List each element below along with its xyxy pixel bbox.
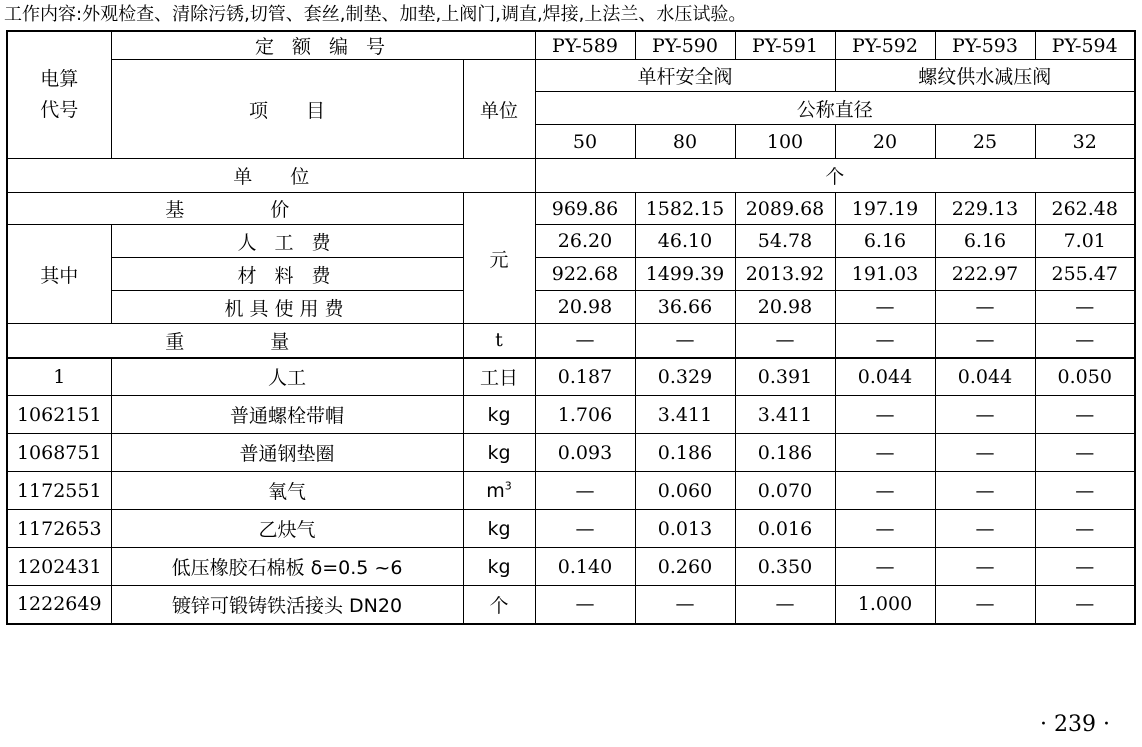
unit-row-label: 单 位	[7, 159, 535, 193]
quota-number-cell: PY-590	[635, 31, 735, 60]
value-cell: 7.01	[1035, 225, 1135, 258]
value-cell: —	[835, 510, 935, 548]
material-unit-text: kg	[487, 517, 511, 540]
material-code: 1172551	[7, 472, 111, 510]
value-cell: 2013.92	[735, 258, 835, 291]
material-row	[7, 396, 1135, 434]
value-cell: 6.16	[935, 225, 1035, 258]
diameter-cell: 50	[535, 125, 635, 159]
quota-number-cell: PY-592	[835, 31, 935, 60]
value-cell: 262.48	[1035, 193, 1135, 225]
material-name: 乙炔气	[111, 510, 463, 548]
value-cell: —	[835, 291, 935, 324]
value-cell: 191.03	[835, 258, 935, 291]
value-cell: —	[735, 324, 835, 358]
quota-number-cell: PY-589	[535, 31, 635, 60]
value-cell: —	[735, 586, 835, 624]
material-row	[7, 472, 1135, 510]
quota-number-cell: PY-593	[935, 31, 1035, 60]
material-name: 普通钢垫圈	[111, 434, 463, 472]
base-price-label: 基 价	[7, 193, 463, 225]
value-cell: —	[935, 434, 1035, 472]
value-cell: 0.187	[535, 358, 635, 396]
breakdown-item-label: 人 工 费	[111, 225, 463, 258]
value-cell: 1499.39	[635, 258, 735, 291]
value-cell: 20.98	[735, 291, 835, 324]
nominal-diameter-header: 公称直径	[535, 92, 1135, 125]
material-unit-text: kg	[487, 441, 511, 464]
value-cell: —	[1035, 472, 1135, 510]
material-code: 1222649	[7, 586, 111, 624]
diameter-cell: 25	[935, 125, 1035, 159]
value-cell: 0.050	[1035, 358, 1135, 396]
breakdown-item-label: 机具使用费	[111, 291, 463, 324]
material-unit-text: 工日	[479, 367, 518, 390]
item-header: 项 目	[111, 60, 463, 159]
material-row	[7, 586, 1135, 624]
value-cell: —	[1035, 434, 1135, 472]
value-cell: 1.000	[835, 586, 935, 624]
value-cell: 1582.15	[635, 193, 735, 225]
material-unit	[463, 548, 535, 586]
breakdown-row	[7, 258, 1135, 291]
value-cell: —	[1035, 324, 1135, 358]
value-cell: —	[835, 472, 935, 510]
material-name: 氧气	[111, 472, 463, 510]
unit-row	[7, 159, 1135, 193]
value-cell: 197.19	[835, 193, 935, 225]
value-cell: —	[835, 396, 935, 434]
material-code: 1	[7, 358, 111, 396]
value-cell: —	[635, 586, 735, 624]
value-cell: —	[835, 434, 935, 472]
value-cell: 46.10	[635, 225, 735, 258]
value-cell: 0.070	[735, 472, 835, 510]
material-row	[7, 434, 1135, 472]
valve-group-row	[7, 60, 1135, 92]
code-header: 电算 代号	[7, 31, 111, 159]
quota-number-cell: PY-594	[1035, 31, 1135, 60]
value-cell: 1.706	[535, 396, 635, 434]
material-unit-text: kg	[487, 403, 511, 426]
value-cell: 0.044	[935, 358, 1035, 396]
unit-header: 单位	[463, 60, 535, 159]
material-row	[7, 548, 1135, 586]
material-code: 1062151	[7, 396, 111, 434]
value-cell: 2089.68	[735, 193, 835, 225]
breakdown-item-label: 材 料 费	[111, 258, 463, 291]
quota-number-header: 定 额 编 号	[111, 31, 535, 60]
breakdown-label: 其中	[7, 225, 111, 324]
value-cell: 0.391	[735, 358, 835, 396]
quota-table	[6, 30, 1136, 625]
material-name: 低压橡胶石棉板 δ=0.5 ~6	[111, 548, 463, 586]
value-cell: 922.68	[535, 258, 635, 291]
value-cell: —	[1035, 510, 1135, 548]
diameter-cell: 32	[1035, 125, 1135, 159]
material-name: 镀锌可锻铸铁活接头 DN20	[111, 586, 463, 624]
value-cell: 0.093	[535, 434, 635, 472]
quota-number-row	[7, 31, 1135, 60]
valve-group-reducing: 螺纹供水减压阀	[835, 60, 1135, 92]
material-unit	[463, 472, 535, 510]
value-cell: 20.98	[535, 291, 635, 324]
value-cell: —	[535, 472, 635, 510]
material-code: 1172653	[7, 510, 111, 548]
value-cell: —	[1035, 586, 1135, 624]
valve-group-safety: 单杆安全阀	[535, 60, 835, 92]
value-cell: —	[835, 548, 935, 586]
material-unit	[463, 396, 535, 434]
material-name: 人工	[111, 358, 463, 396]
base-price-row	[7, 193, 1135, 225]
material-code: 1202431	[7, 548, 111, 586]
value-cell: 0.329	[635, 358, 735, 396]
diameter-cell: 20	[835, 125, 935, 159]
value-cell: 3.411	[735, 396, 835, 434]
breakdown-row	[7, 225, 1135, 258]
value-cell: 255.47	[1035, 258, 1135, 291]
unit-superscript: 3	[504, 479, 512, 493]
quota-number-cell: PY-591	[735, 31, 835, 60]
material-unit-text: kg	[487, 555, 511, 578]
diameter-cell: 100	[735, 125, 835, 159]
material-code: 1068751	[7, 434, 111, 472]
value-cell: —	[635, 324, 735, 358]
value-cell: 26.20	[535, 225, 635, 258]
material-unit	[463, 510, 535, 548]
value-cell: —	[935, 548, 1035, 586]
value-cell: 229.13	[935, 193, 1035, 225]
value-cell: 0.186	[635, 434, 735, 472]
value-cell: —	[935, 291, 1035, 324]
value-cell: 54.78	[735, 225, 835, 258]
value-cell: —	[935, 586, 1035, 624]
value-cell: —	[1035, 291, 1135, 324]
value-cell: —	[1035, 548, 1135, 586]
breakdown-row	[7, 291, 1135, 324]
value-cell: 3.411	[635, 396, 735, 434]
material-unit-text: m	[486, 479, 505, 502]
page-number: · 239 ·	[1040, 712, 1110, 737]
value-cell: —	[935, 396, 1035, 434]
value-cell: 0.016	[735, 510, 835, 548]
value-cell: 222.97	[935, 258, 1035, 291]
value-cell: —	[1035, 396, 1135, 434]
value-cell: 0.350	[735, 548, 835, 586]
unit-row-value: 个	[535, 159, 1135, 193]
value-cell: 0.186	[735, 434, 835, 472]
base-price-unit: 元	[463, 193, 535, 324]
value-cell: 0.260	[635, 548, 735, 586]
material-unit	[463, 586, 535, 624]
material-unit	[463, 434, 535, 472]
material-unit-text: 个	[489, 594, 509, 617]
material-row	[7, 358, 1135, 396]
value-cell: 0.060	[635, 472, 735, 510]
material-name: 普通螺栓带帽	[111, 396, 463, 434]
value-cell: —	[935, 510, 1035, 548]
value-cell: —	[535, 510, 635, 548]
value-cell: 0.140	[535, 548, 635, 586]
value-cell: 969.86	[535, 193, 635, 225]
value-cell: 0.044	[835, 358, 935, 396]
diameter-cell: 80	[635, 125, 735, 159]
weight-label: 重 量	[7, 324, 463, 358]
value-cell: 6.16	[835, 225, 935, 258]
value-cell: —	[835, 324, 935, 358]
material-row	[7, 510, 1135, 548]
value-cell: —	[535, 586, 635, 624]
weight-row	[7, 324, 1135, 358]
material-unit	[463, 358, 535, 396]
value-cell: —	[935, 324, 1035, 358]
value-cell: —	[535, 324, 635, 358]
value-cell: 36.66	[635, 291, 735, 324]
value-cell: —	[935, 472, 1035, 510]
value-cell: 0.013	[635, 510, 735, 548]
work-content-caption: 工作内容:外观检查、清除污锈,切管、套丝,制垫、加垫,上阀门,调直,焊接,上法兰、水压试验。	[4, 4, 747, 25]
weight-unit: t	[463, 324, 535, 358]
